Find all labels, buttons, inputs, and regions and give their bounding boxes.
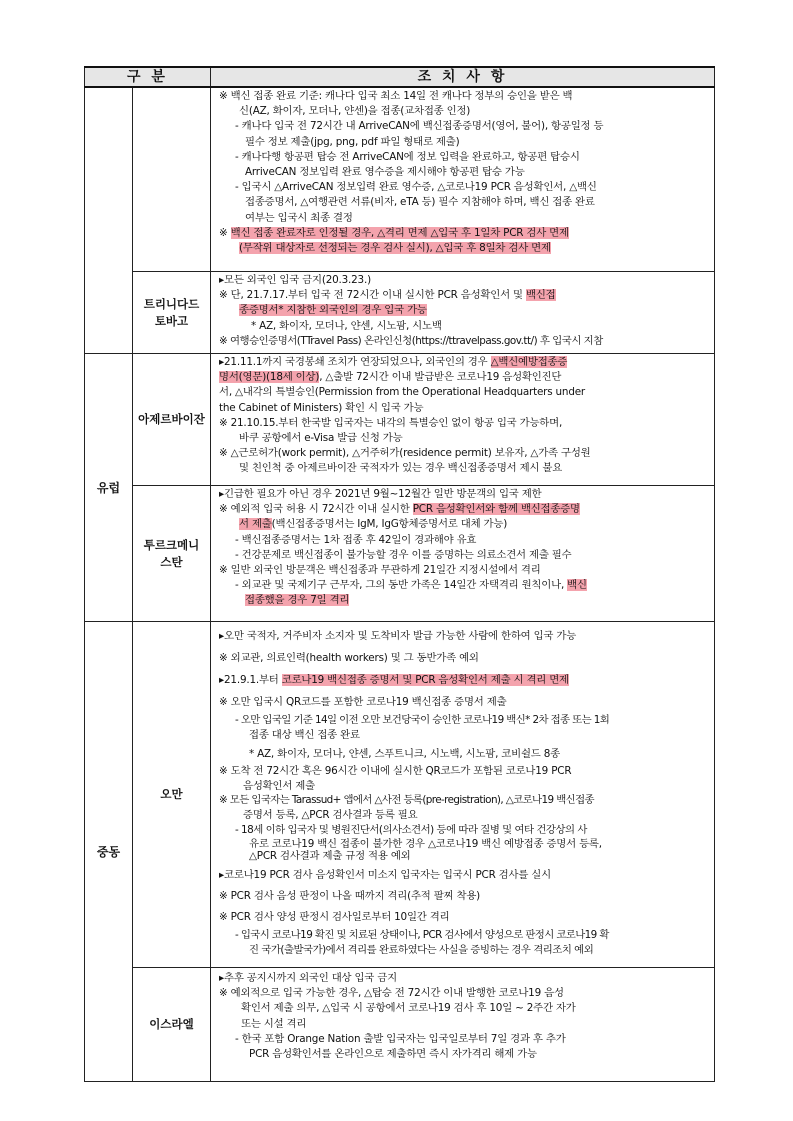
text-line: - 백신접종증명서는 1차 접종 후 42일이 경과해야 유효 (235, 533, 477, 546)
text-line: 필수 정보 제출(jpg, png, pdf 파일 형태로 제출) (245, 135, 460, 148)
text-line: ※ 예외적으로 입국 가능한 경우, △탑승 전 72시간 이내 발행한 코로나19 음성 (219, 987, 564, 1000)
country-cell-israel: 이스라엘 (133, 968, 211, 1082)
country-cell-turkmenistan (133, 486, 211, 622)
text-line (217, 241, 711, 256)
text-line: - 입국시 코로나19 확진 및 치료된 상태이나, PCR 검사에서 양성으로 판정시 코로나19 확 (235, 929, 609, 942)
text-line: 신(AZ, 화이자, 모더나, 얀센)을 접종(교차접종 인정) (239, 105, 471, 118)
text-line: ※ 외교관, 의료인력(health workers) 및 그 동반가족 예외 (219, 652, 479, 664)
text-line: 접종증명서, △여행관련 서류(비자, eTA 등) 필수 지참해야 하며, 백신 접종 완료 (245, 196, 595, 209)
document-page (84, 66, 714, 1074)
highlight-text: 백신 접종 완료자로 인정될 경우, △격리 면제 △입국 후 1일차 PCR 검사 면제 (230, 226, 569, 239)
text-line (217, 578, 711, 593)
text-line: - 18세 이하 입국자 및 병원진단서(의사소견서) 등에 따라 질병 및 여타 건강상의 사 (235, 823, 587, 836)
text-line: PCR 음성확인서를 온라인으로 제출하면 즉시 자가격리 해제 가능 (249, 1048, 537, 1061)
text-line: ※ 백신 접종 완료 기준: 캐나다 입국 최소 14일 전 캐나다 정부의 승인을 받은 백 (219, 90, 573, 102)
text-span: - 외교관 및 국제기구 근무자, 그의 동반 가족은 14일간 자택격리 원칙이나, (235, 579, 568, 592)
text-span: ▸21.9.1.부터 (219, 674, 282, 686)
region-cell-middle-east: 중동 (85, 622, 133, 1082)
text-line: ※ 도착 전 72시간 혹은 96시간 이내에 실시한 QR코드가 포함된 코로나19 PCR (219, 765, 572, 778)
country-cell-canada (133, 87, 211, 272)
text-line: △PCR 검사결과 제출 규정 적용 예외 (249, 849, 411, 862)
text-line: 서, △내각의 특별승인(Permission from the Operational Headquarters under (219, 386, 585, 399)
text-line: * AZ, 화이자, 모더나, 얀센, 스푸트니크, 시노백, 시노팜, 코비쉴드 8종 (249, 748, 560, 761)
region-cell-europe: 유럽 (85, 354, 133, 622)
highlight-text: △백신예방접종증 (490, 356, 568, 368)
measures-trinidad (211, 272, 715, 354)
text-line (217, 593, 711, 608)
text-line: ▸모든 외국인 입국 금지(20.3.23.) (219, 274, 371, 286)
country-name: 토바고 (154, 313, 189, 328)
text-line (217, 303, 711, 318)
text-line: 여부는 입국시 최종 결정 (245, 211, 353, 224)
text-line (217, 669, 711, 691)
text-line (217, 517, 711, 532)
text-line: 음성확인서 제출 (243, 779, 315, 792)
text-line: 증명서 등록, △PCR 검사결과 등록 필요 (243, 808, 418, 821)
text-line: ※ 오만 입국시 QR코드를 포함한 코로나19 백신접종 증명서 제출 (219, 696, 507, 708)
measures-canada (211, 87, 715, 272)
text-line (217, 226, 711, 241)
text-line: ▸추후 공지시까지 외국인 대상 입국 금지 (219, 972, 397, 984)
table-header-row (85, 67, 715, 87)
region-cell-americas (85, 87, 133, 354)
text-line: 바쿠 공항에서 e-Visa 발급 신청 가능 (239, 432, 403, 445)
text-line: ▸긴급한 필요가 아닌 경우 2021년 9월~12월간 일반 방문객의 입국 제한 (219, 488, 542, 500)
text-line: 또는 시설 격리 (241, 1017, 307, 1030)
text-line: * AZ, 화이자, 모더나, 얀센, 시노팜, 시노백 (251, 319, 442, 332)
text-line: ※ 일반 외국인 방문객은 백신접종과 무관하게 21일간 지정시설에서 격리 (219, 564, 541, 577)
header-measures: 조 치 사 항 (211, 67, 715, 87)
highlight-text: 종증명서* 지참한 외국인의 경우 입국 가능 (239, 304, 427, 317)
text-line: the Cabinet of Ministers) 확인 시 입국 가능 (219, 401, 424, 414)
row-trinidad (85, 272, 715, 354)
text-line (217, 355, 711, 370)
text-span: ▸21.11.1까지 국경봉쇄 조치가 연장되었으나, 외국인의 경우 (219, 356, 491, 368)
text-span: ※ 예외적 입국 허용 시 72시간 이내 실시한 (219, 503, 413, 516)
text-line: ▸코로나19 PCR 검사 음성확인서 미소지 입국자는 입국시 PCR 검사를 실시 (219, 869, 551, 882)
note-mark: ※ (219, 226, 231, 239)
text-line: ※ PCR 검사 양성 판정시 검사일로부터 10일간 격리 (219, 911, 450, 924)
text-line: ArriveCAN 정보입력 완료 영수증을 제시해야 항공편 탑승 가능 (245, 166, 525, 179)
text-line: ※ 모든 입국자는 Tarassud+ 앱에서 △사전 등록(pre-registration), △코로나19 백신접종 (219, 794, 594, 807)
text-line: 진 국가(출발국가)에서 격리를 완료하였다는 사실을 증빙하는 경우 격리조치 예외 (249, 943, 594, 956)
text-line: - 건강문제로 백신접종이 불가능할 경우 이를 증명하는 의료소견서 제출 필수 (235, 548, 572, 561)
text-line: ※ 21.10.15.부터 한국발 입국자는 내각의 특별승인 없이 항공 입국 가능하며, (219, 416, 563, 429)
text-line (217, 370, 711, 385)
measures-table (84, 66, 715, 1082)
highlight-text: 백신접 (525, 289, 556, 302)
highlight-text: 명서(영문)(18세 이상) (219, 371, 320, 384)
measures-azerbaijan (211, 354, 715, 486)
text-line: - 캐나다행 항공편 탑승 전 ArriveCAN에 정보 입력을 완료하고, 항공편 탑승시 (235, 150, 580, 163)
country-cell-oman: 오만 (133, 622, 211, 968)
text-line: ※ PCR 검사 음성 판정이 나올 때까지 격리(추적 팔찌 착용) (219, 890, 481, 903)
measures-oman (211, 622, 715, 968)
text-line: 및 친인척 중 아제르바이잔 국적자가 있는 경우 백신접종증명서 제시 불요 (239, 462, 563, 475)
row-turkmenistan (85, 486, 715, 622)
highlight-text: PCR 음성확인서와 함께 백신접종증명 (412, 503, 580, 516)
highlight-text: (무작위 대상자로 선정되는 경우 검사 실시), △입국 후 8일차 검사 면제 (239, 242, 551, 255)
row-canada (85, 87, 715, 272)
row-azerbaijan (85, 354, 715, 486)
row-israel (85, 968, 715, 1082)
highlight-text: 코로나19 백신접종 증명서 및 PCR 음성확인서 제출 시 격리 면제 (281, 674, 569, 686)
text-line: - 입국시 △ArriveCAN 정보입력 완료 영수증, △코로나19 PCR 음성확인서, △백신 (235, 181, 597, 194)
text-line: 유로 코로나19 백신 접종이 불가한 경우 △코로나19 백신 예방접종 증명서 등록, (249, 838, 602, 851)
country-name: 스탄 (160, 554, 183, 569)
text-line: - 한국 포함 Orange Nation 출발 입국자는 입국일로부터 7일 경과 후 추가 (235, 1032, 566, 1045)
highlight-text: 서 제출 (239, 518, 272, 531)
country-cell-azerbaijan: 아제르바이잔 (133, 354, 211, 486)
header-category: 구 분 (85, 67, 211, 87)
measures-turkmenistan (211, 486, 715, 622)
text-line: - 캐나다 입국 전 72시간 내 ArriveCAN에 백신접종증명서(영어, 불어), 항공일정 등 (235, 120, 604, 133)
text-span: (백신접종증명서는 IgM, IgG항체증명서로 대체 가능) (271, 518, 508, 531)
highlight-text: 접종했을 경우 7일 격리 (245, 594, 350, 607)
text-span: , △출발 72시간 이내 발급받은 코로나19 음성확인진단 (319, 371, 562, 384)
country-name: 트리니다드 (143, 296, 200, 311)
text-line: 확인서 제출 의무, △입국 시 공항에서 코로나19 검사 후 10일 ~ 2주간 자가 (241, 1002, 576, 1015)
country-cell-trinidad (133, 272, 211, 354)
text-span: ※ 단, 21.7.17.부터 입국 전 72시간 이내 실시한 PCR 음성확인서 및 (219, 289, 526, 302)
text-line: 접종 대상 백신 접종 완료 (249, 728, 360, 741)
highlight-text: 백신 (567, 579, 587, 592)
text-line: ※ 여행승인증명서(TTravel Pass) 온라인신청(https://ttravelpass.gov.tt/) 후 입국시 지참 (219, 334, 603, 347)
text-line: - 오만 입국일 기준 14일 이전 오만 보건당국이 승인한 코로나19 백신* 2차 접종 또는 1회 (235, 714, 610, 726)
measures-israel (211, 968, 715, 1082)
text-line: ※ △근로허가(work permit), △거주허가(residence permit) 보유자, △가족 구성원 (219, 447, 591, 460)
text-line (217, 288, 711, 303)
row-oman (85, 622, 715, 968)
country-name: 투르크메니 (143, 537, 200, 552)
text-line: ▸오만 국적자, 거주비자 소지자 및 도착비자 발급 가능한 사람에 한하여 입국 가능 (219, 630, 577, 642)
text-line (217, 502, 711, 517)
